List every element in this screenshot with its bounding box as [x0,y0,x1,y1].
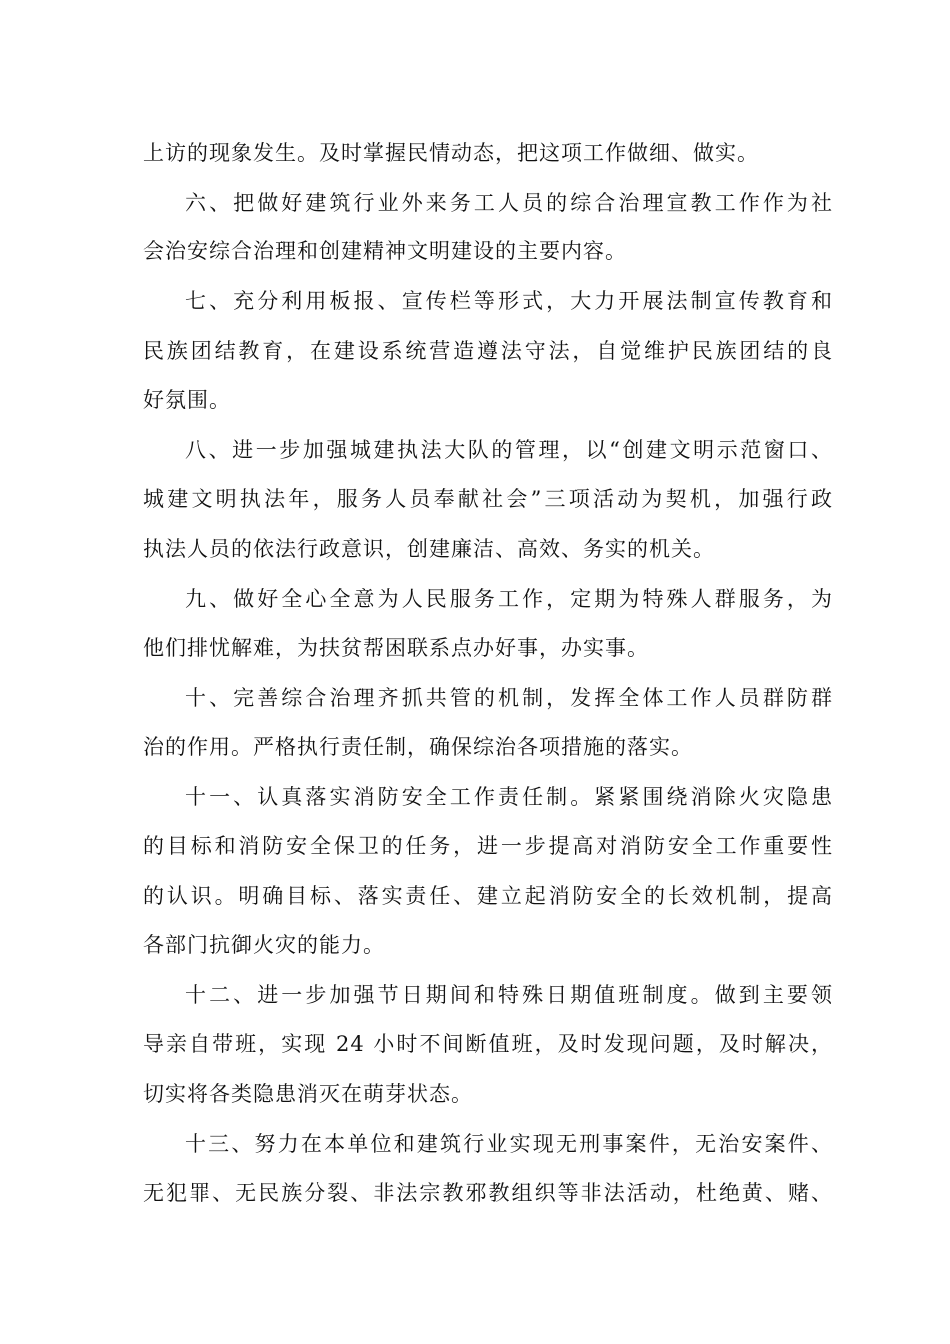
text-line: 的认识。明确目标、落实责任、建立起消防安全的长效机制，提高 [143,884,833,908]
text-line: 城建文明执法年，服务人员奉献社会”三项活动为契机，加强行政 [143,487,833,511]
text-line: 会治安综合治理和创建精神文明建设的主要内容。 [143,239,627,263]
text-line: 的目标和消防安全保卫的任务，进一步提高对消防安全工作重要性 [143,834,833,858]
paragraph-6-line-1: 六、把做好建筑行业外来务工人员的综合治理宣教工作作为社 [185,191,833,215]
paragraph-8-line-1: 八、进一步加强城建执法大队的管理，以“创建文明示范窗口、 [185,438,833,462]
paragraph-13-line-1: 十三、努力在本单位和建筑行业实现无刑事案件，无治安案件、 [185,1132,833,1156]
paragraph-10-line-1: 十、完善综合治理齐抓共管的机制，发挥全体工作人员群防群 [185,686,833,710]
text-line: 执法人员的依法行政意识，创建廉洁、高效、务实的机关。 [143,537,715,561]
text-line: 各部门抗御火灾的能力。 [143,933,385,957]
text-line: 无犯罪、无民族分裂、非法宗教邪教组织等非法活动，杜绝黄、赌、 [143,1181,833,1205]
paragraph-9-line-1: 九、做好全心全意为人民服务工作，定期为特殊人群服务，为 [185,587,833,611]
text-line: 上访的现象发生。及时掌握民情动态，把这项工作做细、做实。 [143,141,759,165]
paragraph-11-line-1: 十一、认真落实消防安全工作责任制。紧紧围绕消除火灾隐患 [185,785,833,809]
text-line: 导亲自带班，实现 24 小时不间断值班，及时发现问题，及时解决， [143,1032,833,1056]
text-line: 民族团结教育，在建设系统营造遵法守法，自觉维护民族团结的良 [143,339,833,363]
paragraph-7-line-1: 七、充分利用板报、宣传栏等形式，大力开展法制宣传教育和 [185,289,833,313]
text-line: 他们排忧解难，为扶贫帮困联系点办好事，办实事。 [143,636,649,660]
paragraph-12-line-1: 十二、进一步加强节日期间和特殊日期值班制度。做到主要领 [185,983,833,1007]
text-line: 治的作用。严格执行责任制，确保综治各项措施的落实。 [143,735,693,759]
text-line: 好氛围。 [143,388,231,412]
text-line: 切实将各类隐患消灭在萌芽状态。 [143,1082,473,1106]
